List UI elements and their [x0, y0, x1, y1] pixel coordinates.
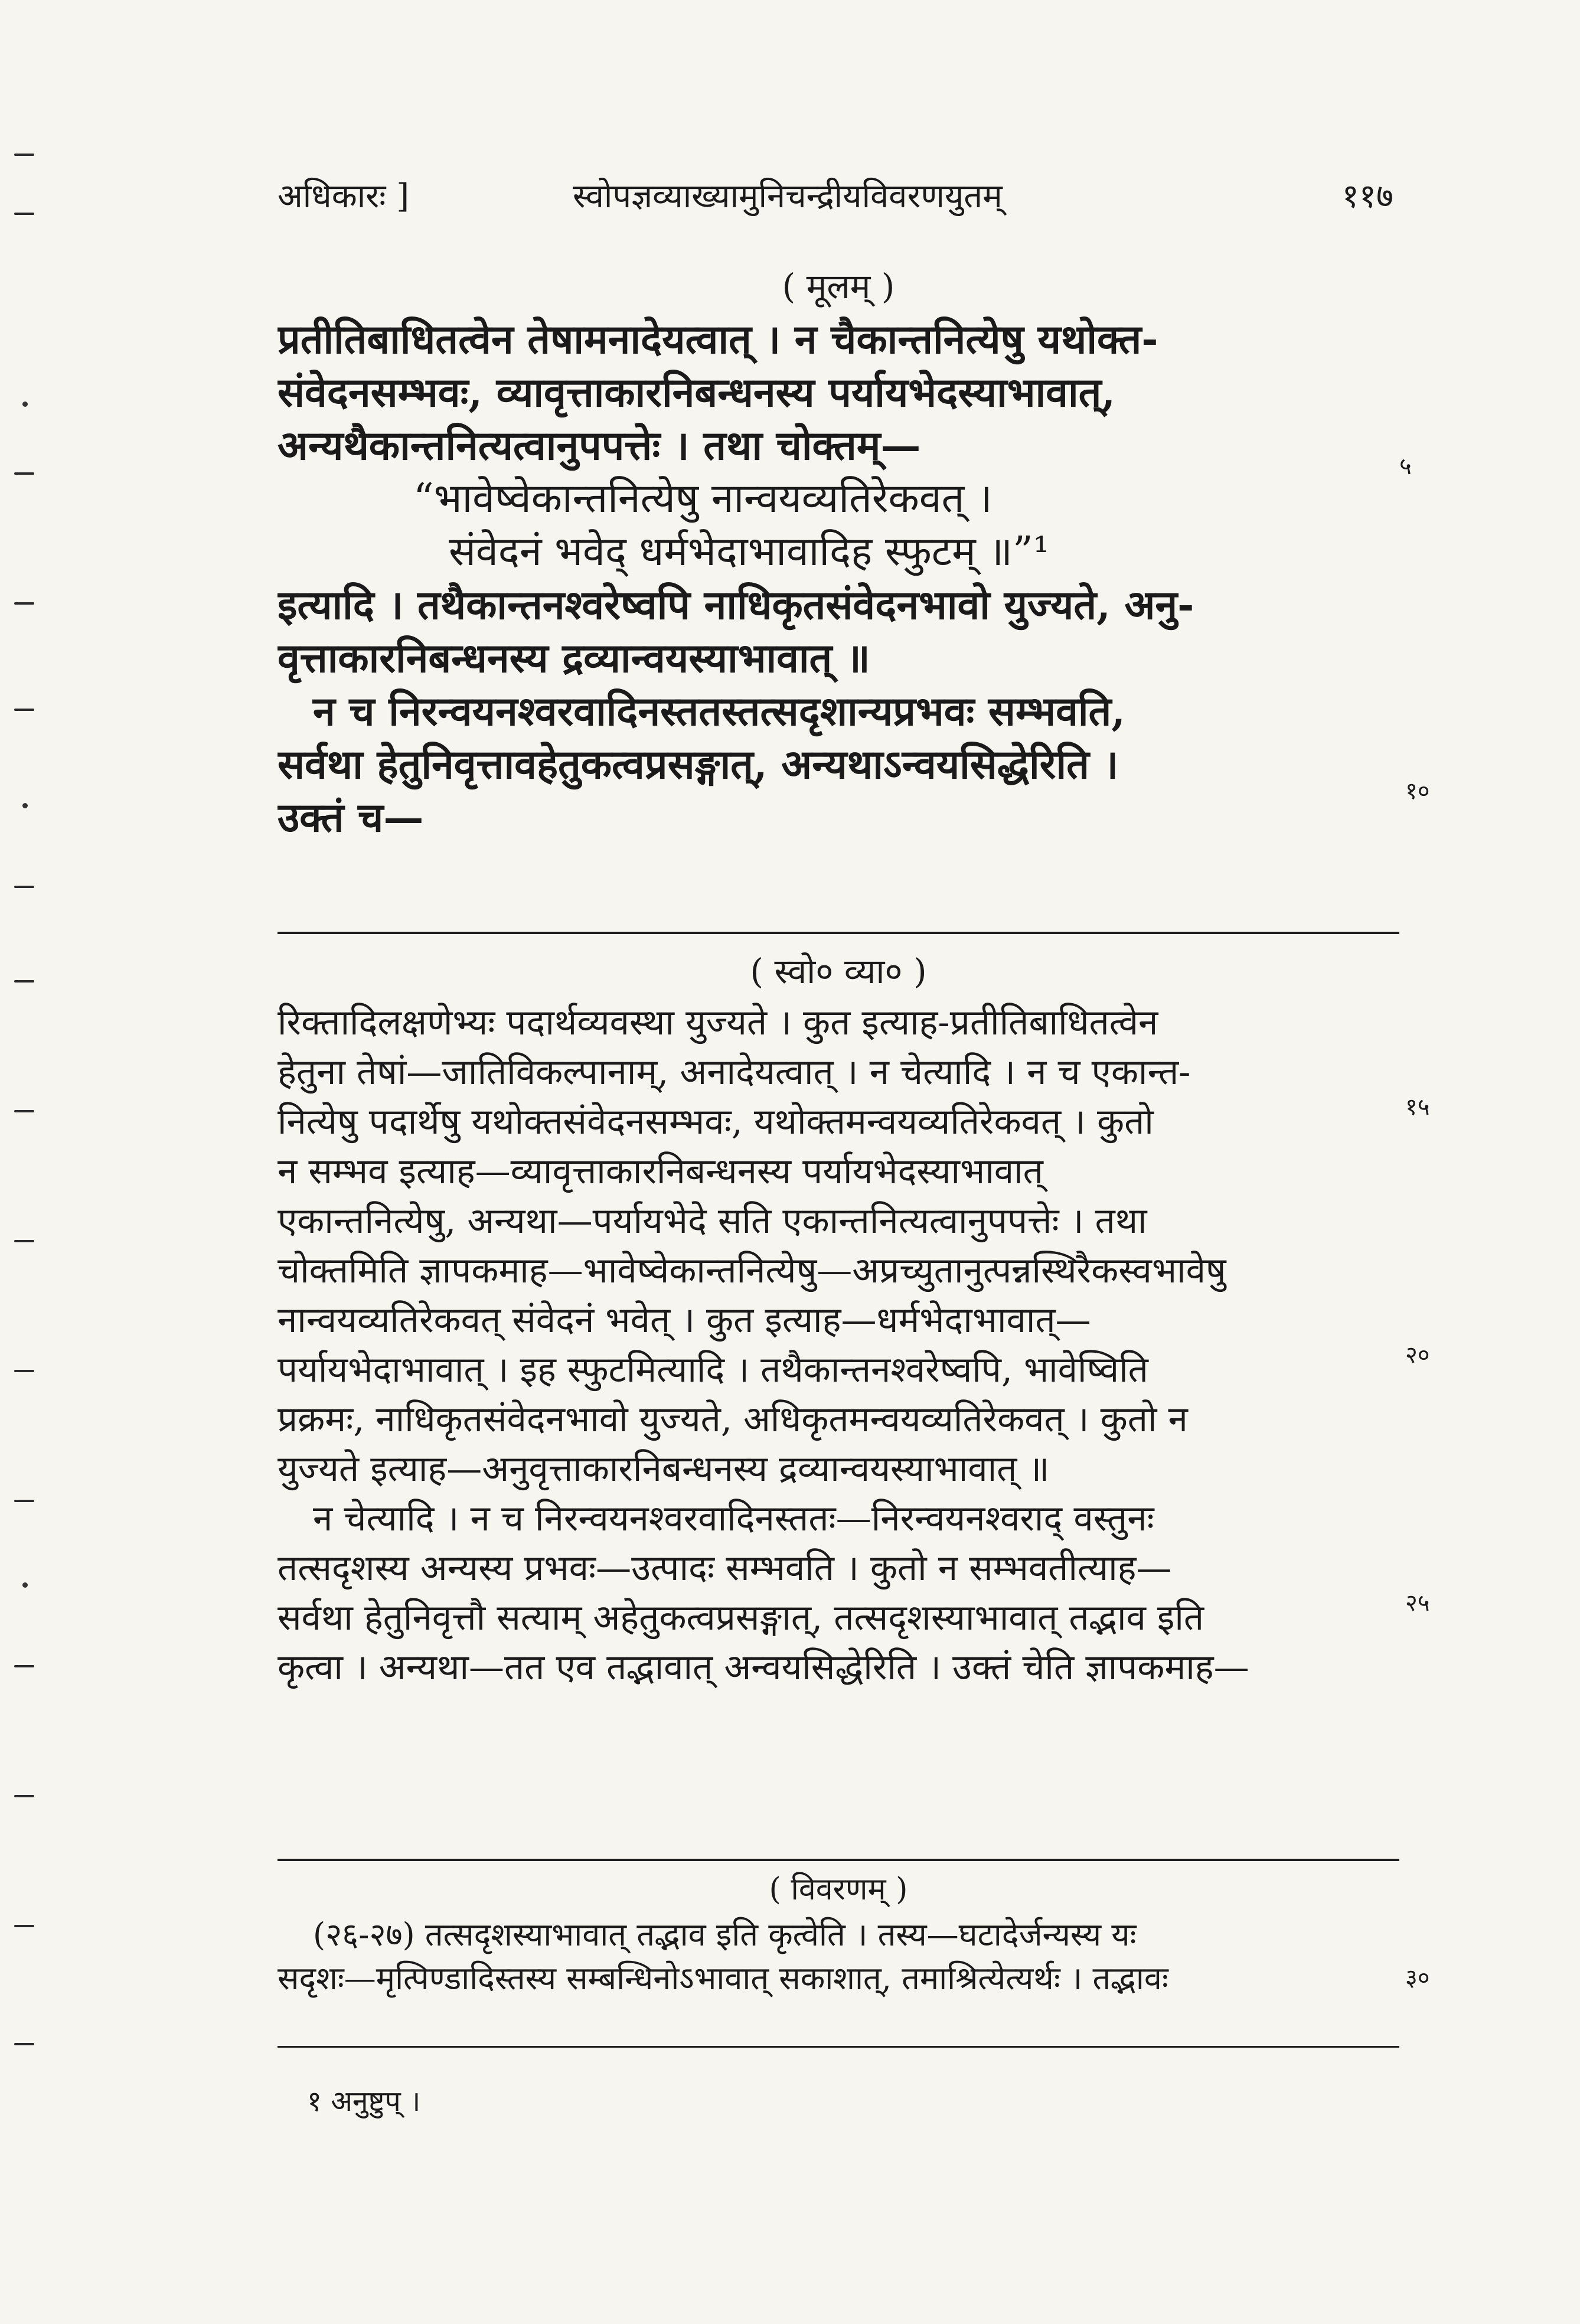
vyakhya-label: ( स्वो० व्या० ): [750, 951, 927, 991]
vyakhya-line: सर्वथा हेतुनिवृत्तौ सत्याम् अहेतुकत्वप्रसङ्गात्, तत्सदृशस्याभावात् तद्भाव इति: [278, 1597, 1204, 1638]
vyakhya-line: चोक्तमिति ज्ञापकमाह—भावेष्वेकान्तनित्येषु—अप्रच्युतानुत्पन्नस्थिरैकस्वभावेषु: [278, 1250, 1226, 1291]
vivarana-line: (२६-२७) तत्सदृशस्याभावात् तद्भाव इति कृत्वेति । तस्य—घटादेर्जन्यस्य यः: [313, 1916, 1137, 1953]
mula-line: उक्तं च—: [278, 794, 424, 841]
line-number: १५: [1405, 1094, 1430, 1121]
vyakhya-line: प्रक्रमः, नाधिकृतसंवेदनभावो युज्यते, अधिकृतमन्वयव्यतिरेकवत् । कुतो न: [278, 1399, 1188, 1440]
section-divider: [278, 1859, 1399, 1861]
vyakhya-line: हेतुना तेषां—जातिविकल्पानाम्, अनादेयत्वात् । न चेत्यादि । न च एकान्त-: [278, 1052, 1191, 1093]
mula-line: संवेदनसम्भवः, व्यावृत्ताकारनिबन्धनस्य पर्यायभेदस्याभावात्,: [278, 369, 1115, 416]
vyakhya-line: नान्वयव्यतिरेकवत् संवेदनं भवेत् । कुत इत्याह—धर्मभेदाभावात्—: [278, 1300, 1091, 1341]
mula-line: प्रतीतिबाधितत्वेन तेषामनादेयत्वात् । न चैकान्तनित्येषु यथोक्त-: [278, 316, 1158, 363]
vyakhya-line: न सम्भव इत्याह—व्यावृत्ताकारनिबन्धनस्य पर्यायभेदस्याभावात्: [278, 1151, 1043, 1192]
vyakhya-line: रिक्तादिलक्षणेभ्यः पदार्थव्यवस्था युज्यते । कुत इत्याह-प्रतीतिबाधितत्वेन: [278, 1002, 1158, 1043]
line-number: २०: [1405, 1341, 1430, 1369]
vyakhya-line: नित्येषु पदार्थेषु यथोक्तसंवेदनसम्भवः, यथोक्तमन्वयव्यतिरेकवत् । कुतो: [278, 1101, 1154, 1143]
vyakhya-line: युज्यते इत्याह—अनुवृत्ताकारनिबन्धनस्य द्रव्यान्वयस्याभावात् ॥: [278, 1448, 1050, 1490]
vyakhya-line: तत्सदृशस्य अन्यस्य प्रभवः—उत्पादः सम्भवति । कुतो न सम्भवतीत्याह—: [278, 1548, 1172, 1589]
vyakhya-line: कृत्वा । अन्यथा—तत एव तद्भावात् अन्वयसिद्धेरिति । उक्तं चेति ज्ञापकमाह—: [278, 1647, 1249, 1688]
mula-line: इत्यादि । तथैकान्तनश्वरेष्वपि नाधिकृतसंवेदनभावो युज्यते, अनु-: [278, 582, 1194, 629]
header-section: अधिकारः ]: [278, 177, 410, 216]
footnote: १ अनुष्टुप् ।: [307, 2085, 421, 2118]
mula-label: ( मूलम् ): [782, 266, 895, 306]
vivarana-section: [278, 1866, 1399, 2000]
mula-line: अन्यथैकान्तनित्यत्वानुपपत्तेः । तथा चोक्तम्—: [278, 422, 921, 469]
verse-line: संवेदनं भवेद् धर्मभेदाभावादिह स्फुटम् ॥”¹: [449, 528, 1050, 575]
line-number: ३०: [1405, 1964, 1430, 1992]
vivarana-label: ( विवरणम् ): [769, 1872, 908, 1907]
header-title: स्वोपज्ञव्याख्यामुनिचन्द्रीयविवरणयुतम्: [573, 177, 1003, 216]
margin-ticks: [6, 118, 41, 2126]
vyakhya-line: एकान्तनित्येषु, अन्यथा—पर्यायभेदे सति एकान्तनित्यत्वानुपपत्तेः । तथा: [278, 1200, 1147, 1242]
mula-section: [278, 260, 1399, 844]
vyakhya-line: न चेत्यादि । न च निरन्वयनश्वरवादिनस्ततः—निरन्वयनश्वराद् वस्तुनः: [313, 1498, 1154, 1539]
vyakhya-line: पर्यायभेदाभावात् । इह स्फुटमित्यादि । तथैकान्तनश्वरेष्वपि, भावेष्विति: [278, 1349, 1148, 1391]
mula-line: वृत्ताकारनिबन्धनस्य द्रव्यान्वयस्याभावात् ॥: [278, 635, 870, 682]
line-number: २५: [1405, 1589, 1430, 1617]
line-number: ५: [1399, 453, 1412, 480]
mula-line: न च निरन्वयनश्वरवादिनस्ततस्तत्सदृशान्यप्रभवः सम्भवति,: [313, 688, 1125, 735]
mula-line: सर्वथा हेतुनिवृत्तावहेतुकत्वप्रसङ्गात्, अन्यथाऽन्वयसिद्धेरिति ।: [278, 741, 1119, 788]
page-number: ११७: [1341, 177, 1393, 216]
footnote-divider: [278, 2046, 1399, 2048]
running-header: [278, 172, 1393, 226]
line-number: १०: [1405, 778, 1430, 805]
vyakhya-section: [278, 945, 1399, 1692]
section-divider: [278, 932, 1399, 934]
verse-line: “भावेष्वेकान्तनित्येषु नान्वयव्यतिरेकवत् ।: [413, 475, 993, 522]
vivarana-line: सदृशः—मृत्पिण्डादिस्तस्य सम्बन्धिनोऽभावात् सकाशात्, तमाश्रित्येत्यर्थः । तद्भावः: [278, 1960, 1168, 1997]
